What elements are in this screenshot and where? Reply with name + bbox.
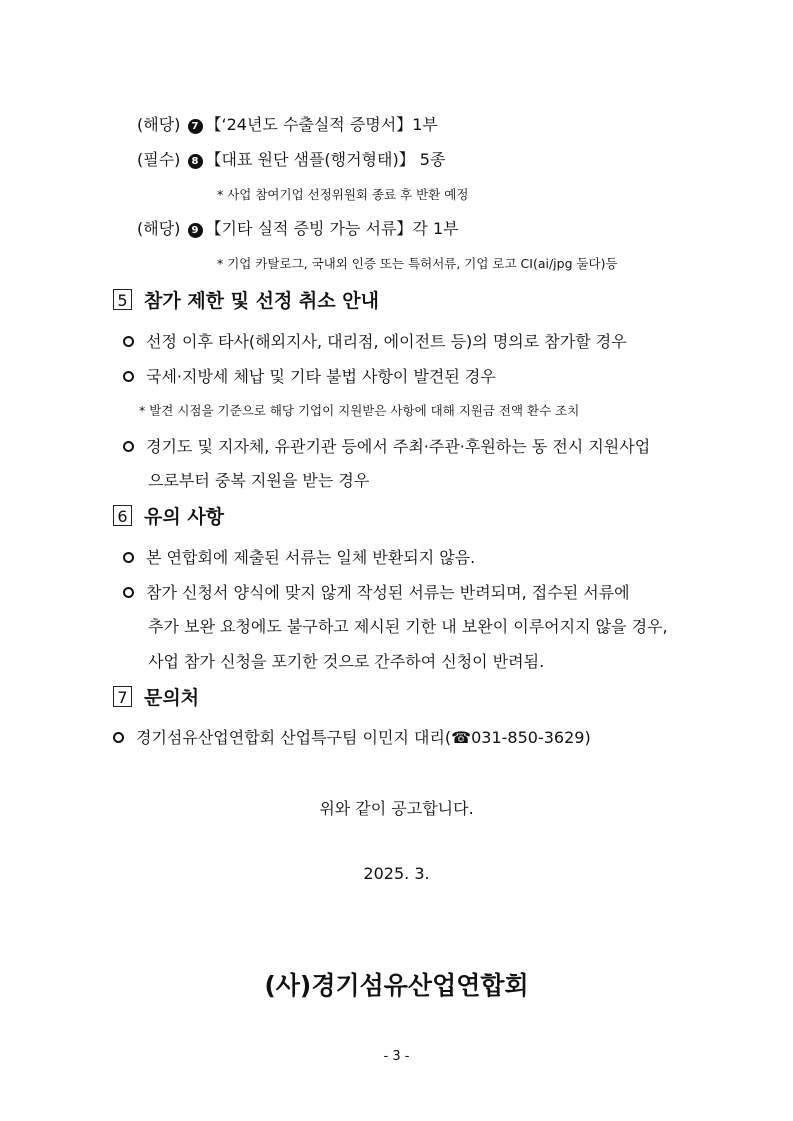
bullet-text: 본 연합회에 제출된 서류는 일체 반환되지 않음. — [146, 548, 476, 567]
doc-item-7 — [137, 112, 438, 135]
contact-text: 경기섬유산업연합회 산업특구팀 이민지 대리(☎031-850-3629) — [136, 728, 591, 747]
doc-note: * 기업 카탈로그, 국내외 인증 또는 특허서류, 기업 로고 CI(ai/jpg 둘다)등 — [217, 256, 618, 271]
section-5-bullet-2 — [123, 364, 496, 387]
circle-bullet-icon — [123, 336, 134, 347]
circled-number-icon: 8 — [188, 154, 203, 169]
circled-number-icon: 7 — [188, 119, 203, 134]
doc-item-prefix: (해당) — [137, 115, 181, 134]
bullet-text: 국세·지방세 체납 및 기타 불법 사항이 발견된 경우 — [146, 367, 496, 386]
circle-bullet-icon — [123, 371, 134, 382]
section-5-heading — [113, 286, 379, 313]
doc-item-text: 【기타 실적 증빙 가능 서류】각 1부 — [205, 219, 459, 238]
section-5-bullet-3-cont: 으로부터 중복 지원을 받는 경우 — [148, 471, 370, 490]
section-7-heading — [113, 683, 199, 710]
doc-item-text: 【대표 원단 샘플(행거형태)】 5종 — [205, 150, 446, 169]
circle-bullet-icon — [123, 587, 134, 598]
announcement-date: 2025. 3. — [363, 864, 430, 883]
section-title: 유의 사항 — [144, 506, 225, 528]
section-number-box: 5 — [113, 289, 132, 310]
section-5-note: * 발견 시점을 기준으로 해당 기업이 지원받은 사항에 대해 지원금 전액 환수 조치 — [139, 403, 580, 418]
organization-name: (사)경기섬유산업연합회 — [264, 971, 529, 1000]
section-number-box: 7 — [113, 686, 132, 707]
bullet-text: 경기도 및 지자체, 유관기관 등에서 주최·주관·후원하는 동 전시 지원사업 — [146, 437, 651, 456]
circle-bullet-icon — [123, 552, 134, 563]
doc-item-9 — [137, 216, 459, 239]
section-5-bullet-1 — [123, 329, 627, 352]
page-number: - 3 - — [383, 1049, 410, 1064]
section-6-bullet-1 — [123, 545, 475, 568]
doc-item-prefix: (해당) — [137, 219, 181, 238]
closing-statement: 위와 같이 공고합니다. — [319, 799, 474, 818]
bullet-text: 참가 신청서 양식에 맞지 않게 작성된 서류는 반려되며, 접수된 서류에 — [146, 583, 630, 602]
section-5-bullet-3 — [123, 434, 650, 457]
circled-number-icon: 9 — [188, 223, 203, 238]
bullet-text: 선정 이후 타사(해외지사, 대리점, 에이전트 등)의 명의로 참가할 경우 — [146, 332, 627, 351]
section-6-heading — [113, 502, 224, 529]
doc-item-8 — [137, 147, 445, 170]
doc-item-prefix: (필수) — [137, 150, 181, 169]
section-number-box: 6 — [113, 505, 132, 526]
contact-line — [113, 725, 591, 748]
doc-note: * 사업 참여기업 선정위원회 종료 후 반환 예정 — [217, 187, 469, 202]
section-6-bullet-2 — [123, 580, 630, 603]
section-title: 참가 제한 및 선정 취소 안내 — [144, 290, 379, 312]
section-6-bullet-2-cont: 사업 참가 신청을 포기한 것으로 간주하여 신청이 반려됨. — [148, 652, 545, 671]
circle-bullet-icon — [113, 732, 124, 743]
section-title: 문의처 — [144, 687, 200, 709]
doc-item-text: 【‘24년도 수출실적 증명서】1부 — [205, 115, 438, 134]
section-6-bullet-2-cont: 추가 보완 요청에도 불구하고 제시된 기한 내 보완이 이루어지지 않을 경우, — [148, 617, 668, 636]
circle-bullet-icon — [123, 441, 134, 452]
